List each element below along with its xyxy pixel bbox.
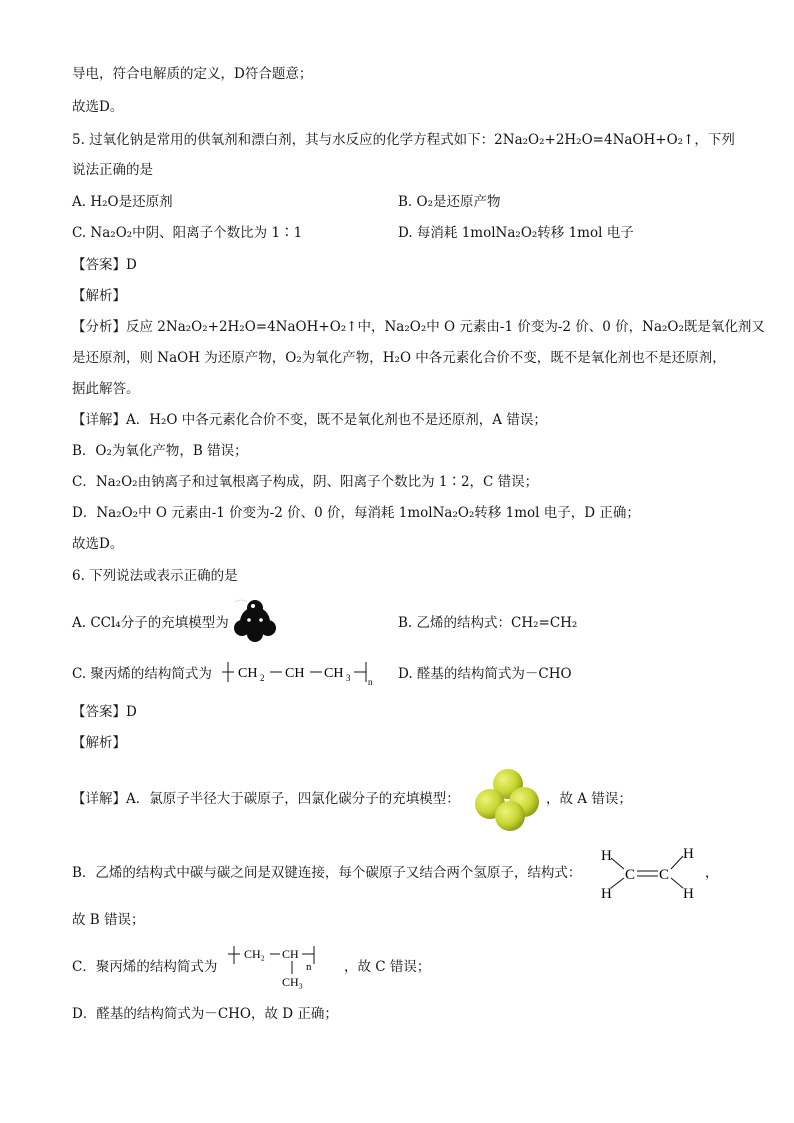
q6-option-c: C. 聚丙烯的结构简式为	[72, 666, 212, 682]
pp-n: n	[306, 961, 312, 973]
q5-detail-line: C．Na₂O₂由钠离子和过氧根离子构成，阴、阳离子个数比为 1∶2，C 错误；	[72, 474, 539, 490]
q5-option-c: C. Na₂O₂中阴、阳离子个数比为 1∶1	[72, 225, 303, 241]
q5-detail-line: D．Na₂O₂中 O 元素由-1 价变为-2 价、0 价，每消耗 1molNa₂O₂转移 1mol 电子，D 正确；	[72, 505, 640, 521]
polypropylene-formula	[226, 942, 336, 990]
q5-analysis-line: 是还原剂，则 NaOH 为还原产物，O₂为氧化产物，H₂O 中各元素化合价不变，既不是氧化剂也不是还原剂，	[72, 350, 726, 366]
q5-detail-line: B．O₂为氧化产物，B 错误；	[72, 443, 248, 459]
ccl4-wrong-model-image	[231, 598, 279, 644]
q6-detail-d: D．醛基的结构简式为－CHO，故 D 正确；	[72, 1006, 338, 1022]
q6-option-a: A. CCl₄分子的充填模型为	[72, 615, 229, 631]
question-6-stem: 6. 下列说法或表示正确的是	[72, 568, 238, 584]
q5-detail-line: 【详解】A．H₂O 中各元素化合价不变，既不是氧化剂也不是还原剂，A 错误；	[72, 412, 547, 428]
q6-detail-a: 【详解】A．氯原子半径大于碳原子，四氯化碳分子的充填模型：	[72, 791, 460, 807]
pp-wrong-ch3: CH	[324, 666, 344, 681]
q5-option-a: A. H₂O是还原剂	[72, 194, 173, 210]
pp-ch: CH	[282, 947, 299, 961]
q5-conclusion: 故选D。	[72, 536, 124, 552]
q5-analysis-heading: 【解析】	[72, 288, 126, 304]
ethylene-c1: C	[625, 867, 636, 883]
ethylene-h2: H	[601, 886, 612, 902]
q6-analysis-heading: 【解析】	[72, 735, 126, 751]
q5-answer: 【答案】D	[72, 257, 137, 273]
q6-detail-c-end: ，故 C 错误；	[344, 959, 431, 975]
ethylene-c2: C	[659, 867, 670, 883]
q6-detail-a-end: ，故 A 错误；	[546, 791, 632, 807]
pp-wrong-n: n	[368, 677, 373, 687]
text-line: 故选D。	[72, 99, 124, 115]
ethylene-structural-formula	[597, 842, 701, 904]
q5-analysis-line: 据此解答。	[72, 381, 140, 397]
q6-option-d: D. 醛基的结构简式为－CHO	[398, 666, 572, 682]
pp-ch3: CH₃	[282, 975, 303, 989]
q5-option-b: B. O₂是还原产物	[398, 194, 501, 210]
pp-wrong-ch: CH	[285, 666, 305, 681]
pp-wrong-ch2-sub: 2	[260, 673, 265, 683]
pp-ch2: CH₂	[244, 947, 265, 961]
q6-detail-c: C．聚丙烯的结构简式为	[72, 959, 218, 975]
ethylene-h1: H	[601, 848, 612, 864]
q6-detail-b-comma: ，	[705, 865, 719, 881]
polypropylene-wrong-formula	[220, 658, 380, 688]
text-line: 导电，符合电解质的定义，D符合题意；	[72, 66, 313, 82]
q6-option-b: B. 乙烯的结构式：CH₂=CH₂	[398, 615, 578, 631]
q5-analysis-line: 【分析】反应 2Na₂O₂+2H₂O=4NaOH+O₂↑中，Na₂O₂中 O 元素由-1 价变为-2 价、0 价，Na₂O₂既是氧化剂又	[72, 319, 765, 335]
ccl4-space-filling-model	[470, 766, 542, 834]
q6-detail-b-end: 故 B 错误；	[72, 912, 145, 928]
q6-answer: 【答案】D	[72, 704, 137, 720]
ethylene-h3: H	[683, 846, 694, 862]
question-5-stem-cont: 说法正确的是	[72, 162, 153, 178]
pp-wrong-ch3-sub: 3	[346, 673, 351, 683]
question-5-stem: 5. 过氧化钠是常用的供氧剂和漂白剂，其与水反应的化学方程式如下：2Na₂O₂+2H₂O=4NaOH+O₂↑，下列	[72, 132, 735, 148]
pp-wrong-ch2: CH	[238, 666, 258, 681]
ethylene-h4: H	[683, 886, 694, 902]
q5-option-d: D. 每消耗 1molNa₂O₂转移 1mol 电子	[398, 225, 634, 241]
q6-detail-b: B．乙烯的结构式中碳与碳之间是双键连接，每个碳原子又结合两个氢原子，结构式：	[72, 865, 582, 881]
